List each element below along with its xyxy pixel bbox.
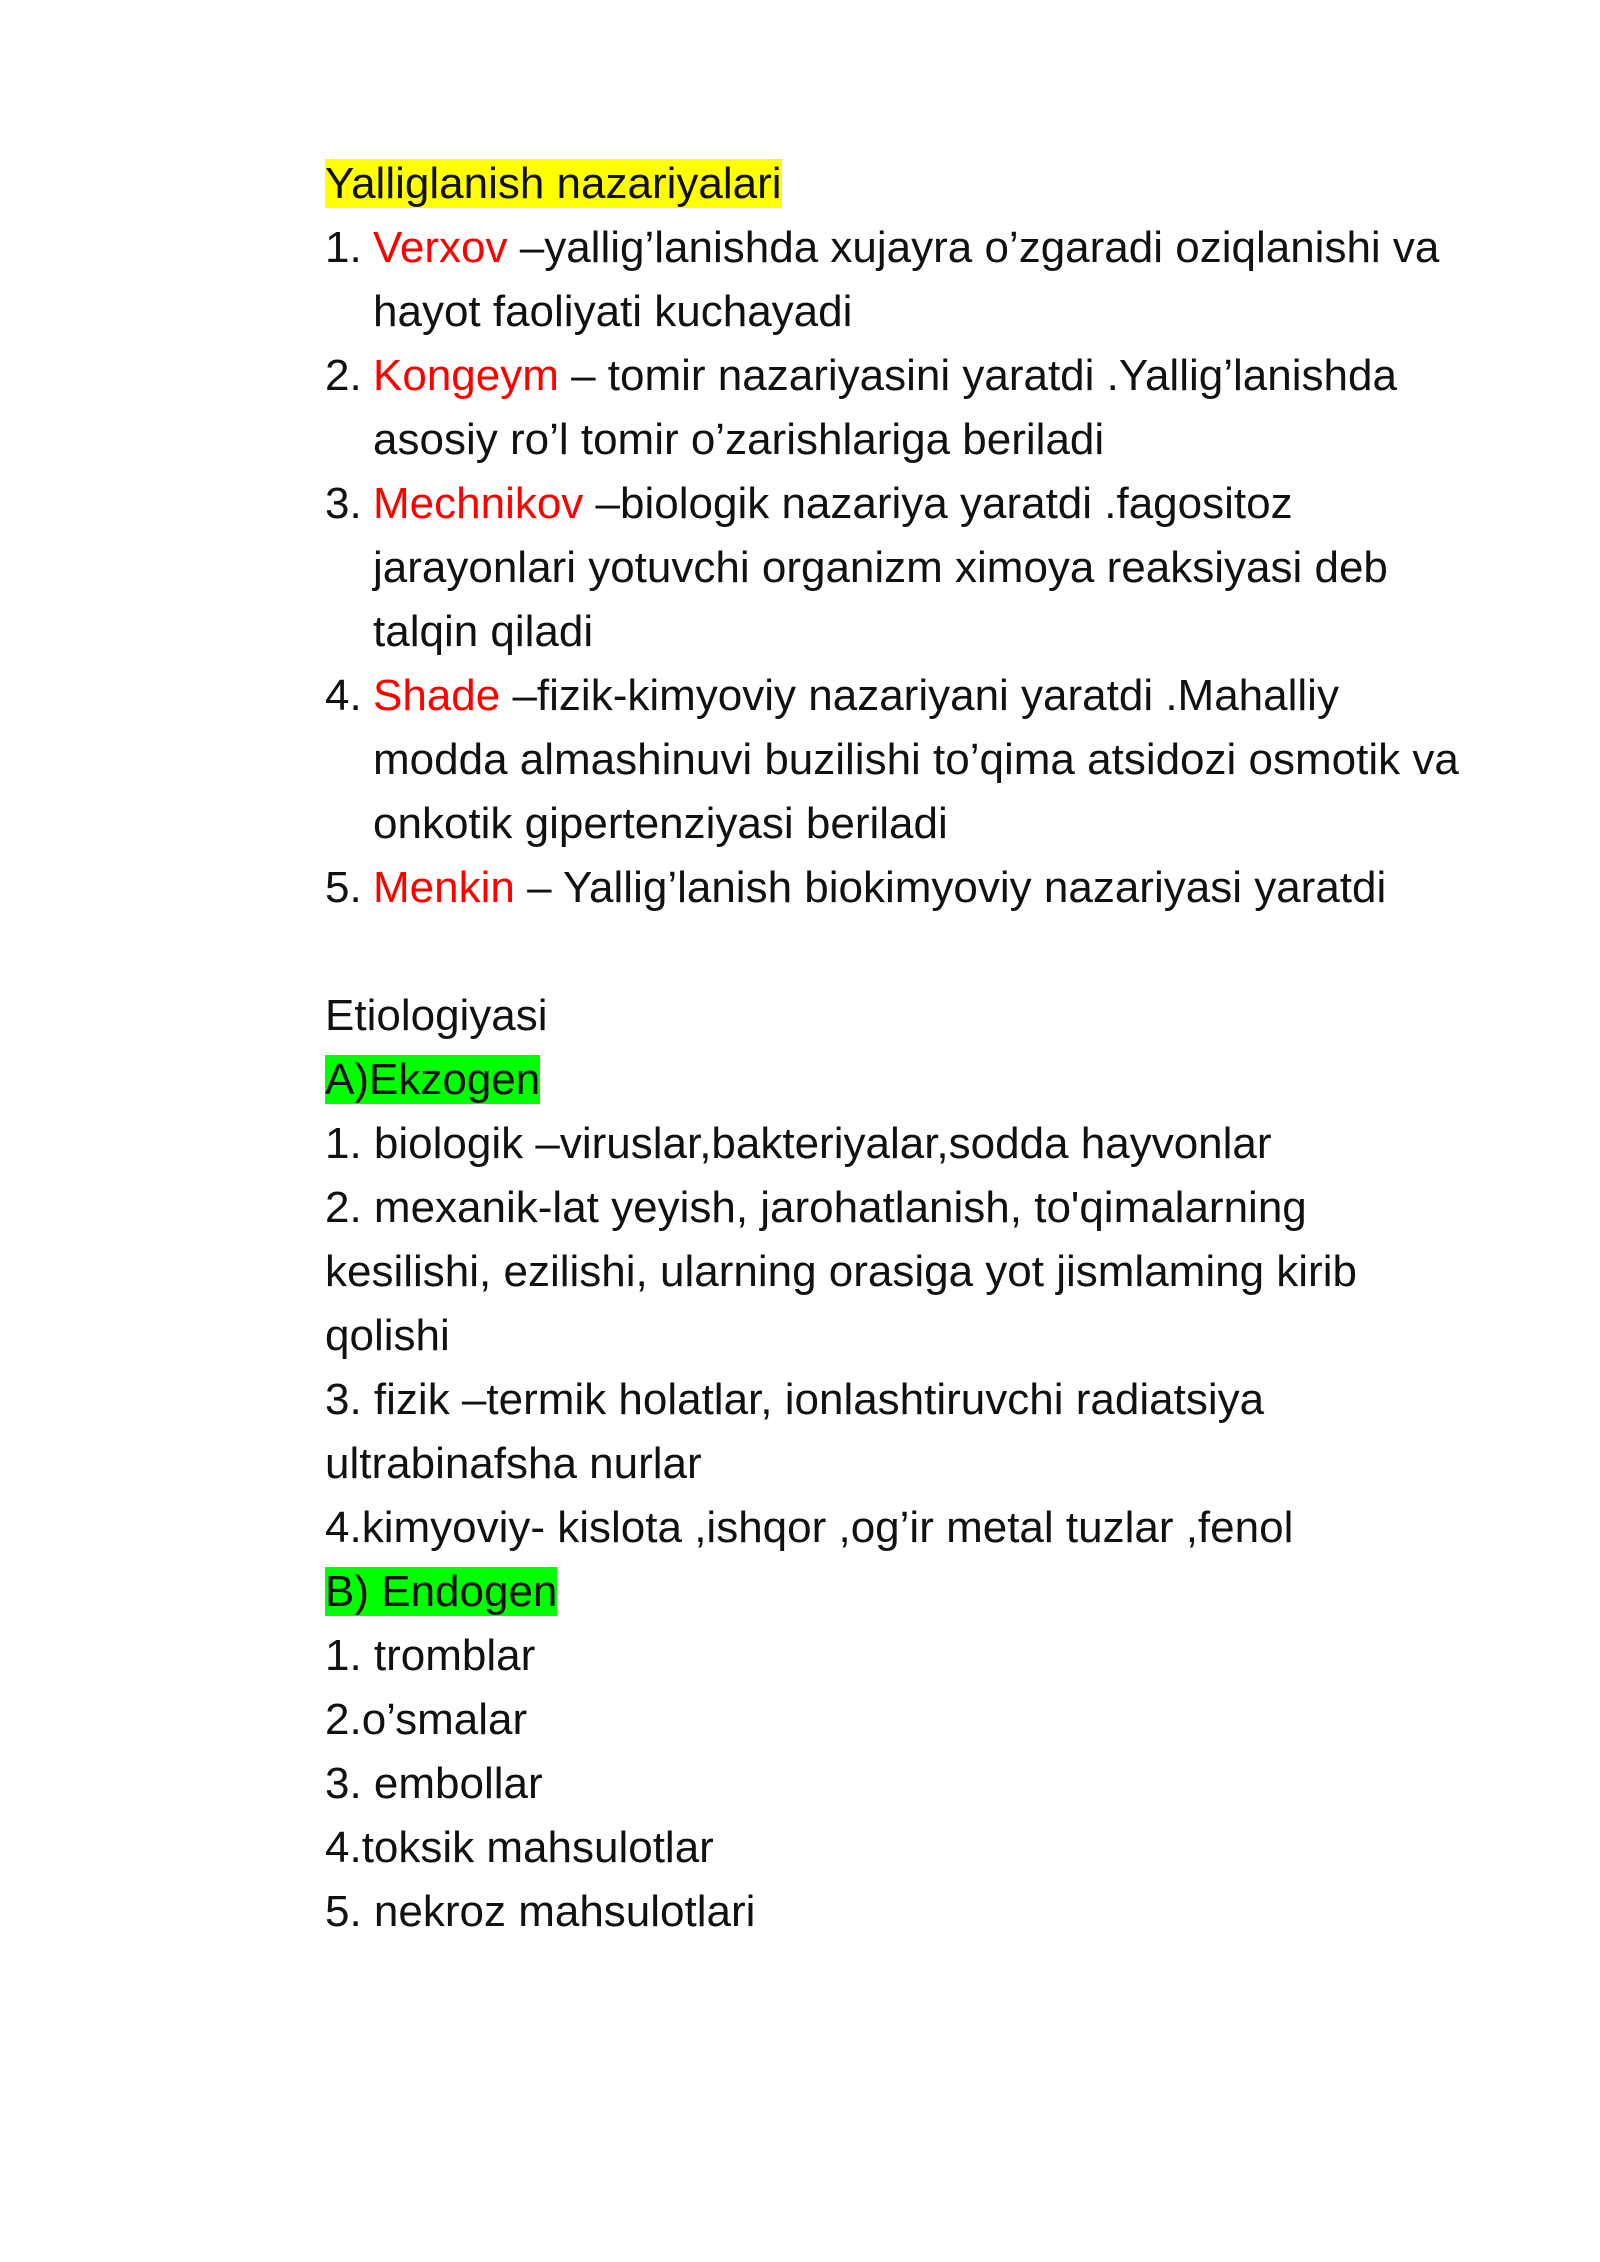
theory-line-2: asosiy ro’l tomir o’zarishlariga beriladi [373,415,1105,464]
theory-line-1 [373,856,1505,920]
exogen-line: 1. biologik –viruslar,bakteriyalar,sodda hayvonlar [325,1119,1272,1168]
theory-text: – Yallig’lanish biokimyoviy nazariyasi yaratdi [514,863,1387,912]
theory-name: Mechnikov [373,479,584,528]
exogen-line: 2. mexanik-lat yeyish, jarohatlanish, to'qimalarning [325,1183,1307,1232]
endogen-line: 3. embollar [325,1759,543,1808]
theory-item-shade [325,664,1505,856]
endogen-line: 2.o’smalar [325,1695,528,1744]
theory-line-3: talqin qiladi [373,607,594,656]
endogen-line: 4.toksik mahsulotlar [325,1823,714,1872]
theory-number: 4. [325,671,362,720]
endogen-line: 1. tromblar [325,1631,536,1680]
exogen-line: qolishi [325,1311,450,1360]
exogen-line: 4.kimyoviy- kislota ,ishqor ,og’ir metal tuzlar ,fenol [325,1503,1294,1552]
theory-line-2: modda almashinuvi buzilishi to’qima atsidozi osmotik va [373,735,1459,784]
document-content [325,152,1505,1944]
exogen-heading-line [325,1048,1505,1112]
theory-text: –biologik nazariya yaratdi .fagositoz [583,479,1293,528]
exogen-line: ultrabinafsha nurlar [325,1439,702,1488]
theory-line-2: hayot faoliyati kuchayadi [373,287,853,336]
theory-line-1 [373,344,1505,408]
theory-number: 3. [325,479,362,528]
theory-number: 1. [325,223,362,272]
endogen-line: 5. nekroz mahsulotlari [325,1887,756,1936]
theories-heading: Yalliglanish nazariyalari [325,159,782,208]
theory-text: –yallig’lanishda xujayra o’zgaradi oziqlanishi va [507,223,1440,272]
theory-item-menkin [325,856,1505,920]
blank-line [325,920,1505,984]
theory-name: Shade [373,671,501,720]
theory-name: Kongeym [373,351,559,400]
theory-line-2: jarayonlari yotuvchi organizm ximoya reaksiyasi deb [373,543,1388,592]
theory-name: Menkin [373,863,515,912]
exogen-heading: A)Ekzogen [325,1055,541,1104]
theory-line-1 [373,472,1505,536]
etiology-heading: Etiologiyasi [325,991,548,1040]
theory-item-kongeym [325,344,1505,472]
theory-text: – tomir nazariyasini yaratdi .Yallig’lanishda [558,351,1397,400]
theory-line-1 [373,216,1505,280]
exogen-line: 3. fizik –termik holatlar, ionlashtiruvchi radiatsiya [325,1375,1265,1424]
theory-name: Verxov [373,223,508,272]
theory-number: 5. [325,863,362,912]
theory-line-1 [373,664,1505,728]
theory-text: –fizik-kimyoviy nazariyani yaratdi .Mahalliy [500,671,1339,720]
theory-item-verxov [325,216,1505,344]
theories-heading-line [325,152,1505,216]
theory-number: 2. [325,351,362,400]
exogen-line: kesilishi, ezilishi, ularning orasiga yot jismlaming kirib [325,1247,1357,1296]
endogen-heading: B) Endogen [325,1567,558,1616]
endogen-heading-line [325,1560,1505,1624]
theory-item-mechnikov [325,472,1505,664]
theory-line-3: onkotik gipertenziyasi beriladi [373,799,948,848]
